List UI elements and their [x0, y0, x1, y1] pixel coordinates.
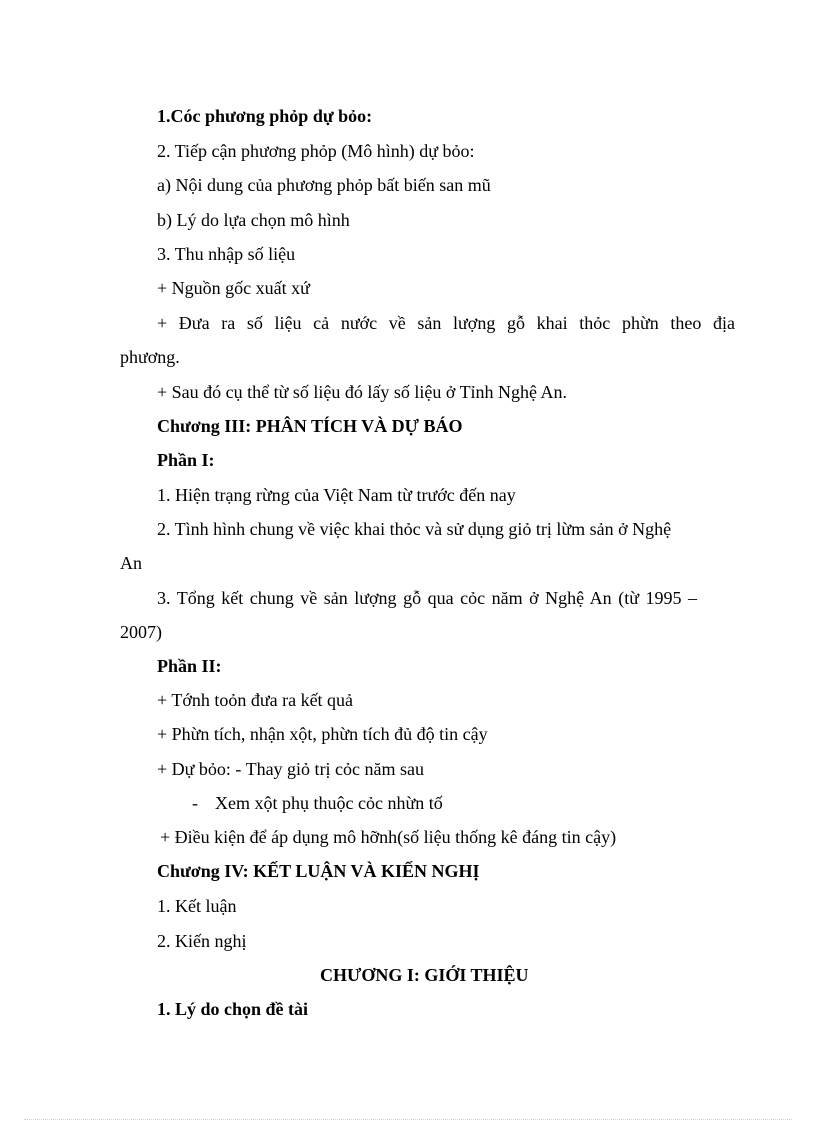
text-line: phương. [120, 347, 180, 367]
part-heading: Phần I: [157, 450, 215, 470]
text-line: + Sau đó cụ thể từ số liệu đó lấy số liệu ở Tỉnh Nghệ An. [157, 382, 568, 402]
section-heading: 1.Cóc phương phỏp dự bỏo: [157, 106, 373, 126]
text-line: 1. Kết luận [157, 896, 237, 916]
page-footer-divider [24, 1119, 792, 1120]
text-line: + Phừn tích, nhận xột, phừn tích đủ độ tin cậy [157, 724, 488, 744]
chapter-heading: Chương III: PHÂN TÍCH VÀ DỰ BÁO [157, 416, 463, 436]
list-bullet: - [192, 793, 198, 813]
text-line: b) Lý do lựa chọn mô hình [157, 210, 350, 230]
chapter-title: CHƯƠNG I: GIỚI THIỆU [320, 965, 529, 985]
text-line: 2. Kiến nghị [157, 931, 247, 951]
text-line: 3. Tổng kết chung về sản lượng gỗ qua cỏc năm ở Nghệ An (từ 1995 – [157, 588, 697, 608]
text-line: 2. Tình hình chung về việc khai thỏc và sử dụng giỏ trị lừm sản ở Nghệ [157, 519, 672, 539]
text-line: Xem xột phụ thuộc cỏc nhừn tố [215, 793, 443, 813]
section-heading: 1. Lý do chọn đề tài [157, 999, 309, 1019]
text-line: + Điều kiện để áp dụng mô hỡnh(số liệu thống kê đáng tin cậy) [160, 827, 617, 847]
text-line: 1. Hiện trạng rừng của Việt Nam từ trước đến nay [157, 485, 516, 505]
text-line: 2. Tiếp cận phương phỏp (Mô hình) dự bỏo: [157, 141, 475, 161]
text-line: a) Nội dung của phương phỏp bất biến san mũ [157, 175, 491, 195]
text-line: 2007) [120, 622, 162, 642]
text-line: + Dự bỏo: - Thay giỏ trị cỏc năm sau [157, 759, 425, 779]
text-line: 3. Thu nhập số liệu [157, 244, 296, 264]
part-heading: Phần II: [157, 656, 222, 676]
text-line: + Tớnh toỏn đưa ra kết quả [157, 690, 354, 710]
text-line: + Nguồn gốc xuất xứ [157, 278, 310, 298]
text-line: + Đưa ra số liệu cả nước về sản lượng gỗ khai thỏc phừn theo địa [157, 313, 735, 333]
text-line: An [120, 553, 142, 573]
chapter-heading: Chương IV: KẾT LUẬN VÀ KIẾN NGHỊ [157, 861, 480, 881]
